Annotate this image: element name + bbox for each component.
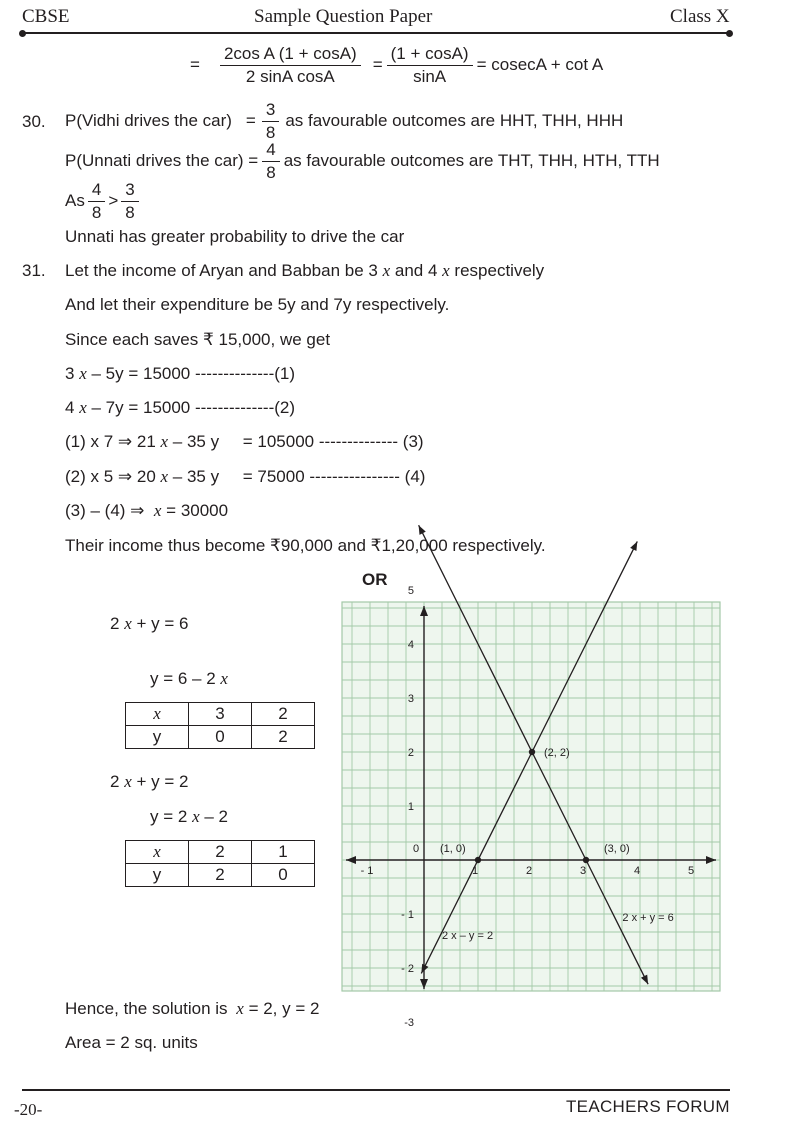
point-marker [529,749,535,755]
q31-l1-x1: x [382,261,391,280]
y-tick-label: 2 [407,747,414,759]
q30-cmp-gt: > [108,191,119,211]
point-label: (3, 0) [604,843,630,855]
q31-e5-b: = 30000 [166,501,229,520]
alt-eq-b2 [150,807,228,827]
q31-e1-b: – 5y = 15000 --------------(1) [91,364,296,383]
point-label: (2, 2) [544,747,570,759]
alt-sol-b: = 2, y = 2 [248,999,320,1018]
alt-eqA-b: + y = 6 [136,614,189,633]
line-label-2x-plus-y-6: 2 x + y = 6 [622,912,674,924]
q30-cmp-num1: 4 [88,180,105,202]
q31-e1-x: x [79,364,87,383]
footer-rule [22,1089,730,1091]
alt-eqB2-b: – 2 [204,807,228,826]
linear-equations-graph [340,585,722,1029]
header-rule [22,32,730,34]
q31-e4-x: x [160,467,169,486]
q31-number: 31. [22,261,46,280]
y-tick-label: - 2 [401,963,414,975]
x-tick-label: 3 [579,865,587,877]
q30-vidhi-text: as favourable outcomes are HHT, THH, HHH [285,111,624,131]
alt-area: Area = 2 sq. units [65,1033,198,1052]
y-tick-label: 4 [407,639,414,651]
alt-eqA-a: 2 [110,614,120,633]
q31-l1-b: and 4 [394,261,438,280]
table-b-x-label: x [126,841,189,864]
point-marker [475,857,481,863]
top-eq-rhs: = cosecA + cot A [476,55,604,75]
table-a-y-2: 2 [252,726,315,749]
q31-eq-4 [65,467,425,487]
header-right: Class X [670,6,730,27]
table-b-x-1: 2 [189,841,252,864]
point-label: (1, 0) [440,843,466,855]
y-tick-label: - 1 [401,909,414,921]
q31-e1-a: 3 [65,364,75,383]
q31-line-2: And let their expenditure be 5y and 7y respectively. [65,295,450,314]
q31-l1-c: respectively [454,261,545,280]
q31-e4-a: (2) x 5 ⇒ 20 [65,467,156,486]
alt-eqB-a: 2 [110,772,120,791]
top-frac1-den: 2 sinA cosA [245,66,335,86]
top-fraction-2 [387,44,473,86]
q30-unnati-text: as favourable outcomes are THT, THH, HTH, TTH [283,151,660,171]
or-heading: OR [362,570,388,589]
q30-vidhi-den: 8 [265,122,276,142]
table-a-y-row [126,726,315,749]
top-fraction-1 [220,44,361,86]
q30-vidhi-fraction [262,100,279,142]
q30-vidhi-line [65,100,623,142]
table-a-x-1: 3 [189,703,252,726]
table-a-y-1: 0 [189,726,252,749]
table-b-x-2: 1 [252,841,315,864]
alt-sol-x: x [236,999,244,1018]
alt-sol-a: Hence, the solution is [65,999,228,1018]
y-tick-label: 3 [407,693,414,705]
q30-vidhi-label: P(Vidhi drives the car) [65,111,232,131]
table-a-y-label: y [126,726,189,749]
q30-unnati-label: P(Unnati drives the car) = [65,151,259,171]
top-eq-sign-2: = [372,55,383,75]
q31-e3-a: (1) x 7 ⇒ 21 [65,432,156,451]
q30-unnati-fraction [262,140,279,182]
alt-eq-b [110,772,188,792]
q30-cmp-den1: 8 [91,202,102,222]
q30-cmp-den2: 8 [125,202,135,222]
q31-e4-b: – 35 y = 75000 ---------------- (4) [172,467,426,486]
top-frac1-num: 2cos A (1 + cosA) [220,44,361,66]
q31-e2-b: – 7y = 15000 --------------(2) [91,398,296,417]
header-center: Sample Question Paper [254,6,433,27]
q31-eq-2 [65,398,295,418]
table-b-x-row [126,841,315,864]
x-tick-label: 4 [633,865,641,877]
table-b-y-1: 2 [189,864,252,887]
point-marker [583,857,589,863]
q31-e2-x: x [79,398,87,417]
q30-as: As [65,191,85,211]
line-2x-plus-y-6-arrow-start [419,525,426,535]
alt-eqB2-x: x [192,807,200,826]
q30-unnati-num: 4 [262,140,279,162]
alt-eqB2-a: y = 2 [150,807,188,826]
q30-number: 30. [22,112,46,131]
alt-eqA2-a: y = 6 – 2 [150,669,216,688]
q31-eq-1 [65,364,295,384]
q31-line-3: Since each saves ₹ 15,000, we get [65,330,331,349]
alt-eqB-x: x [124,772,132,791]
q30-cmp-num2: 3 [121,180,138,202]
x-tick-label: 2 [525,865,533,877]
q31-e5-a: (3) – (4) ⇒ [65,501,150,520]
line-label-2x-minus-y-2: 2 x – y = 2 [442,930,494,942]
q31-e3-b: – 35 y = 105000 -------------- (3) [172,432,424,451]
top-equation [190,44,603,86]
q31-eq-3 [65,432,424,452]
top-frac2-den: sinA [413,66,447,86]
y-tick-label: 5 [407,585,414,597]
y-tick-label: 1 [407,801,414,813]
q30-compare-line [65,180,139,222]
footer-page-number: -20- [14,1100,43,1119]
top-eq-sign-1: = [190,55,200,75]
graph-background [342,602,720,991]
table-a [125,702,315,749]
line-2x-minus-y-2-arrow-end [630,541,637,551]
table-b-y-row [126,864,315,887]
q30-unnati-den: 8 [266,162,276,182]
x-tick-label: 0 [412,843,420,855]
table-a-x-2: 2 [252,703,315,726]
alt-eq-a2 [150,669,228,689]
q31-e5-x: x [153,501,162,520]
table-a-x-row [126,703,315,726]
q30-cmp-fraction-2 [121,180,138,222]
alt-eqA-x: x [124,614,132,633]
x-tick-label: - 1 [360,865,374,877]
alt-eqA2-x: x [220,669,228,688]
table-b-y-label: y [126,864,189,887]
table-b-y-2: 0 [252,864,315,887]
q31-e3-x: x [160,432,169,451]
q30-vidhi-num: 3 [262,100,279,122]
header-rule-dot-left [19,30,26,37]
top-frac2-num: (1 + cosA) [387,44,473,66]
q30-vidhi-eq: = [245,111,256,131]
q31-income-line: Their income thus become ₹90,000 and ₹1,20,000 respectively. [65,536,546,555]
header-rule-dot-right [726,30,733,37]
table-b [125,840,315,887]
footer-brand: TEACHERS FORUM [566,1097,730,1116]
y-tick-label: -3 [404,1017,414,1029]
header-left: CBSE [22,6,70,27]
q31-e2-a: 4 [65,398,75,417]
q31-l1-a: Let the income of Aryan and Babban be 3 [65,261,378,280]
x-tick-label: 5 [687,865,695,877]
alt-eqB-b: + y = 2 [136,772,189,791]
x-tick-label: 1 [471,865,479,877]
q31-l1-x2: x [442,261,450,280]
table-a-x-label: x [126,703,189,726]
alt-solution [65,999,319,1019]
q31-eq-5 [65,501,228,521]
q30-conclusion: Unnati has greater probability to drive the car [65,227,405,246]
q31-line-1 [65,261,544,281]
alt-eq-a [110,614,188,634]
q30-unnati-line [65,140,660,182]
q30-cmp-fraction-1 [88,180,105,222]
